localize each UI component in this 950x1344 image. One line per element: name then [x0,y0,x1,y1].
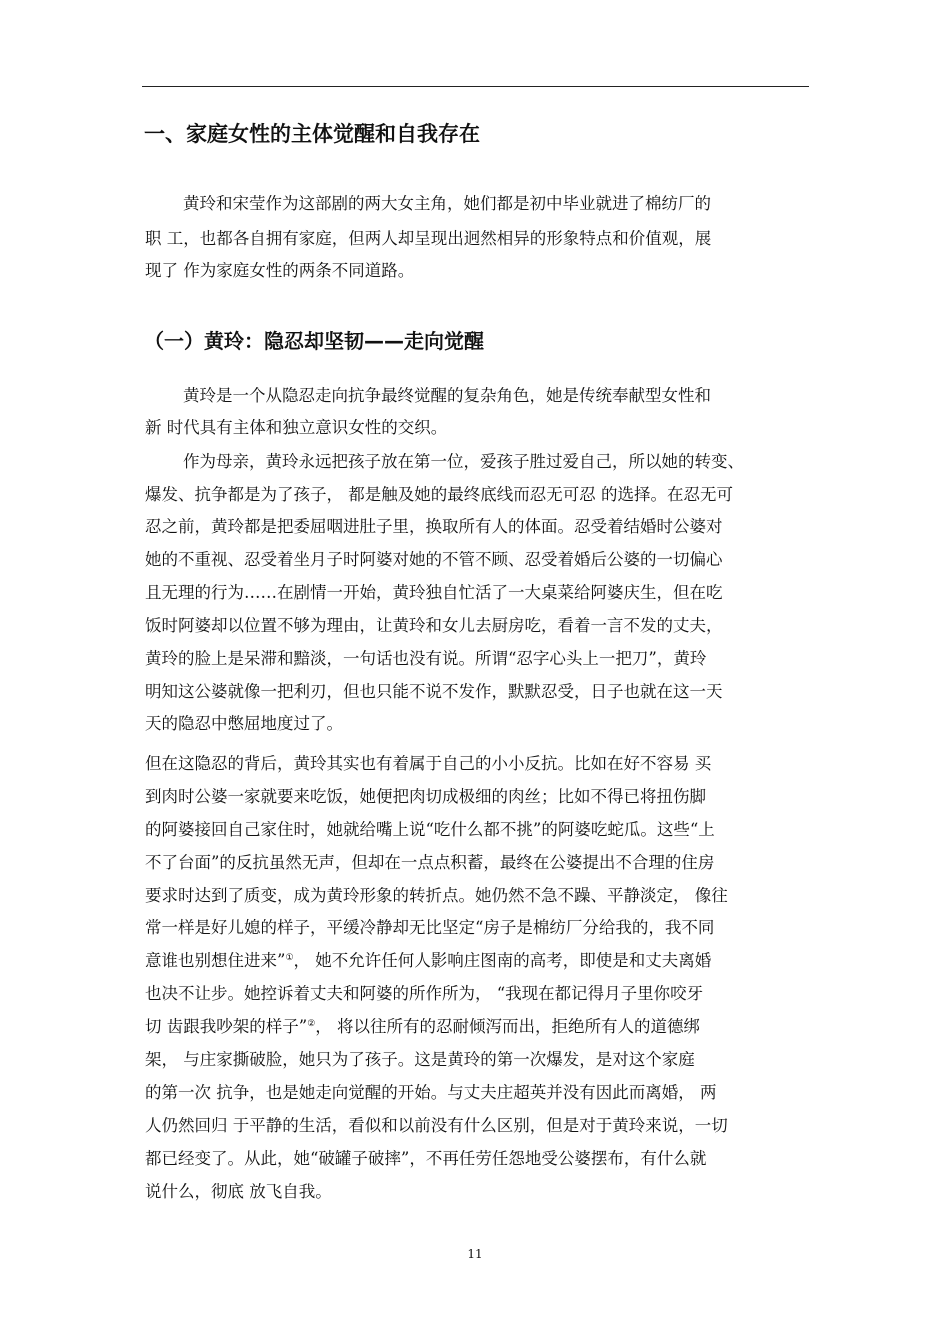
text-line: 黄玲是一个从隐忍走向抗争最终觉醒的复杂角色，她是传统奉献型女性和 [183,386,711,405]
text-line: 黄玲的脸上是呆滞和黯淡，一句话也没有说。所谓“忍字心头上一把刀”，黄玲 [145,649,707,668]
text-line: 不了台面”的反抗虽然无声，但却在一点点积蓄，最终在公婆提出不合理的住房 [145,853,715,872]
text-line: 的阿婆接回自己家住时，她就给嘴上说“吃什么都不挑”的阿婆吃蛇瓜。这些“上 [145,820,715,839]
text-line: 她的不重视、忍受着坐月子时阿婆对她的不管不顾、忍受着婚后公婆的一切偏心 [145,550,723,569]
text-line: 饭时阿婆却以位置不够为理由，让黄玲和女儿去厨房吃，看着一言不发的丈夫， [145,616,723,635]
text-line: 但在这隐忍的背后，黄玲其实也有着属于自己的小小反抗。比如在好不容易 买 [145,754,712,773]
footnote-marker: ① [285,953,294,963]
subsection-heading: （一）黄玲：隐忍却坚韧——走向觉醒 [144,329,484,353]
text-line: 作为母亲，黄玲永远把孩子放在第一位，爱孩子胜过爱自己，所以她的转变、 [183,452,744,471]
text-line: 且无理的行为……在剧情一开始，黄玲独自忙活了一大桌菜给阿婆庆生，但在吃 [145,583,723,602]
text-line: 也决不让步。她控诉着丈夫和阿婆的所作所为， “我现在都记得月子里你咬牙 [145,984,704,1003]
text-line: 的第一次 抗争，也是她走向觉醒的开始。与丈夫庄超英并没有因此而离婚， 两 [145,1083,717,1102]
text-line: 架， 与庄家撕破脸，她只为了孩子。这是黄玲的第一次爆发，是对这个家庭 [145,1050,695,1069]
text-line: 职 工，也都各自拥有家庭，但两人却呈现出迥然相异的形象特点和价值观，展 [145,229,712,248]
page-number: 11 [467,1247,483,1261]
text-line: 现了 作为家庭女性的两条不同道路。 [145,261,415,280]
footnote-marker: ② [307,1019,316,1029]
section-heading: 一、家庭女性的主体觉醒和自我存在 [144,122,480,146]
text-line: 要求时达到了质变，成为黄玲形象的转折点。她仍然不急不躁、平静淡定， 像往 [145,886,728,905]
text-line: 明知这公婆就像一把利刃，但也只能不说不发作，默默忍受，日子也就在这一天 [145,682,723,701]
text-line: 到肉时公婆一家就要来吃饭，她便把肉切成极细的肉丝；比如不得已将扭伤脚 [145,787,706,806]
text-line: 爆发、抗争都是为了孩子， 都是触及她的最终底线而忍无可忍 的选择。在忍无可 [145,485,733,504]
text-line: 忍之前，黄玲都是把委屈咽进肚子里，换取所有人的体面。忍受着结婚时公婆对 [145,517,723,536]
text-line: 意谁也别想住进来”①， 她不允许任何人影响庄图南的高考，即使是和丈夫离婚 [145,951,712,970]
text-line: 说什么，彻底 放飞自我。 [145,1182,332,1201]
text-line: 切 齿跟我吵架的样子”②， 将以往所有的忍耐倾泻而出，拒绝所有人的道德绑 [145,1017,701,1036]
text-line: 新 时代具有主体和独立意识女性的交织。 [145,418,448,437]
text-line: 天的隐忍中憋屈地度过了。 [145,714,343,733]
header-rule [142,86,809,87]
text-line: 都已经变了。从此，她“破罐子破摔”，不再任劳任怨地受公婆摆布，有什么就 [145,1149,707,1168]
text-line: 常一样是好儿媳的样子，平缓冷静却无比坚定“房子是棉纺厂分给我的，我不同 [145,918,715,937]
text-line: 人仍然回归 于平静的生活，看似和以前没有什么区别，但是对于黄玲来说，一切 [145,1116,728,1135]
text-line: 黄玲和宋莹作为这部剧的两大女主角，她们都是初中毕业就进了棉纺厂的 [183,194,711,213]
